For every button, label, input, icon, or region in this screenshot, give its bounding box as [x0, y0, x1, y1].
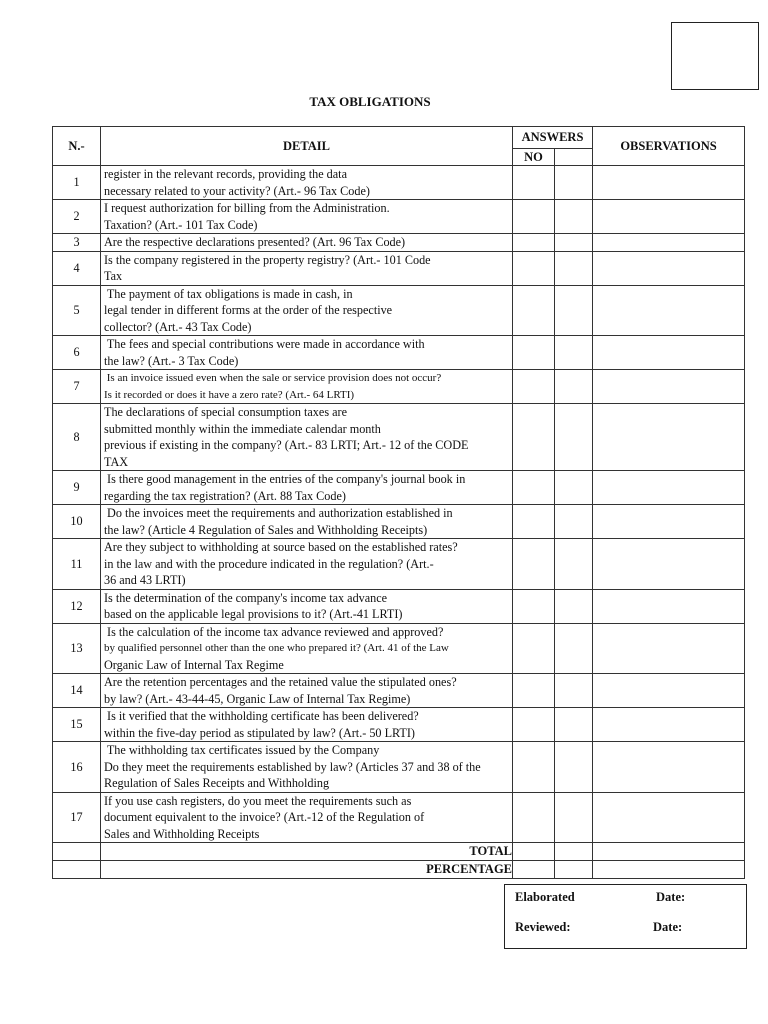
answer-other-cell[interactable]	[555, 370, 593, 404]
percentage-label: PERCENTAGE	[101, 861, 513, 879]
table-row	[53, 505, 745, 539]
answer-other-cell[interactable]	[555, 251, 593, 285]
total-label: TOTAL	[101, 843, 513, 861]
row-detail	[101, 505, 513, 539]
row-number: 14	[53, 674, 101, 708]
answer-other-cell[interactable]	[555, 742, 593, 793]
row-number: 16	[53, 742, 101, 793]
elaborated-date-label: Date:	[656, 890, 686, 904]
answer-no-cell[interactable]	[513, 708, 555, 742]
answer-no-cell[interactable]	[513, 336, 555, 370]
answer-no-cell[interactable]	[513, 251, 555, 285]
detail-line: Is it recorded or does it have a zero rate? (Art.- 64 LRTI)	[104, 388, 355, 401]
detail-line: Is the company registered in the property registry? (Art.- 101 Code	[104, 252, 431, 267]
detail-line: based on the applicable legal provisions to it? (Art.-41 LRTI)	[104, 607, 403, 621]
detail-line: Tax	[104, 269, 123, 283]
row-detail	[101, 471, 513, 505]
percentage-num-cell	[53, 861, 101, 879]
reviewed-date-label: Date:	[653, 920, 683, 934]
answer-other-cell[interactable]	[555, 234, 593, 252]
detail-line: Are the respective declarations presented? (Art. 96 Tax Code)	[104, 235, 406, 249]
row-number: 10	[53, 505, 101, 539]
table-row	[53, 623, 745, 674]
detail-line: submitted monthly within the immediate calendar month	[104, 421, 381, 436]
observations-cell[interactable]	[593, 708, 745, 742]
table-row	[53, 336, 745, 370]
reviewed-label: Reviewed:	[515, 920, 571, 934]
table-body	[53, 166, 745, 843]
detail-line: Organic Law of Internal Tax Regime	[104, 657, 284, 672]
row-detail	[101, 708, 513, 742]
table-row	[53, 674, 745, 708]
row-number: 2	[53, 200, 101, 234]
table-row	[53, 285, 745, 336]
observations-cell[interactable]	[593, 792, 745, 843]
answer-no-cell[interactable]	[513, 404, 555, 471]
detail-line: necessary related to your activity? (Art.- 96 Tax Code)	[104, 183, 370, 198]
table-row	[53, 742, 745, 793]
answer-no-cell[interactable]	[513, 792, 555, 843]
answer-no-cell[interactable]	[513, 742, 555, 793]
table-row	[53, 166, 745, 200]
answer-other-cell[interactable]	[555, 792, 593, 843]
detail-line: by qualified personnel other than the one who prepared it? (Art. 41 of the Law	[104, 642, 449, 654]
row-detail	[101, 336, 513, 370]
observations-cell[interactable]	[593, 166, 745, 200]
total-num-cell	[53, 843, 101, 861]
table-row	[53, 539, 745, 590]
signoff-box	[504, 884, 747, 949]
percentage-observations-cell[interactable]	[593, 861, 745, 879]
detail-line: within the five-day period as stipulated by law? (Art.- 50 LRTI)	[104, 725, 415, 740]
header-observations: OBSERVATIONS	[593, 127, 745, 166]
answer-other-cell[interactable]	[555, 404, 593, 471]
percentage-row	[53, 861, 745, 879]
page-title: TAX OBLIGATIONS	[309, 94, 431, 109]
total-observations-cell[interactable]	[593, 843, 745, 861]
answer-no-cell[interactable]	[513, 505, 555, 539]
observations-cell[interactable]	[593, 742, 745, 793]
header-number: N.-	[53, 127, 101, 166]
observations-cell[interactable]	[593, 370, 745, 404]
answer-no-cell[interactable]	[513, 234, 555, 252]
tax-obligations-table	[52, 126, 745, 879]
detail-line: collector? (Art.- 43 Tax Code)	[104, 319, 252, 334]
detail-line: The declarations of special consumption taxes are	[104, 405, 347, 419]
detail-line: I request authorization for billing from the Administration.	[104, 201, 390, 215]
detail-line: legal tender in different forms at the order of the respective	[104, 303, 393, 317]
detail-line: Do the invoices meet the requirements and authorization established in	[104, 506, 453, 520]
row-number: 9	[53, 471, 101, 505]
answer-other-cell[interactable]	[555, 336, 593, 370]
row-detail	[101, 234, 513, 252]
answer-other-cell[interactable]	[555, 539, 593, 590]
observations-cell[interactable]	[593, 336, 745, 370]
detail-line: Sales and Withholding Receipts	[104, 826, 260, 841]
detail-line: Is an invoice issued even when the sale or service provision does not occur?	[104, 372, 442, 384]
table-row	[53, 234, 745, 252]
detail-line: Are the retention percentages and the retained value the stipulated ones?	[104, 675, 457, 689]
detail-line: previous if existing in the company? (Art.- 83 LRTI; Art.- 12 of the CODE	[104, 438, 469, 452]
answer-other-cell[interactable]	[555, 623, 593, 674]
detail-line: 36 and 43 LRTI)	[104, 573, 186, 587]
header-answers: ANSWERS	[513, 127, 593, 149]
row-number: 1	[53, 166, 101, 200]
row-number: 5	[53, 285, 101, 336]
row-detail	[101, 404, 513, 471]
observations-cell[interactable]	[593, 234, 745, 252]
row-number: 12	[53, 589, 101, 623]
detail-line: Is there good management in the entries of the company's journal book in	[104, 472, 466, 486]
row-number: 7	[53, 370, 101, 404]
detail-line: the law? (Art.- 3 Tax Code)	[104, 353, 239, 368]
detail-line: TAX	[104, 454, 129, 469]
answer-other-cell[interactable]	[555, 505, 593, 539]
row-detail	[101, 285, 513, 336]
row-number: 17	[53, 792, 101, 843]
total-row	[53, 843, 745, 861]
answer-other-cell[interactable]	[555, 589, 593, 623]
total-answer-cell-2[interactable]	[555, 843, 593, 861]
observations-cell[interactable]	[593, 505, 745, 539]
row-detail	[101, 674, 513, 708]
detail-line: The payment of tax obligations is made in cash, in	[104, 286, 353, 301]
percentage-answer-cell[interactable]	[513, 861, 555, 879]
detail-line: Taxation? (Art.- 101 Tax Code)	[104, 217, 258, 232]
answer-other-cell[interactable]	[555, 471, 593, 505]
header-no: NO	[513, 148, 555, 166]
observations-cell[interactable]	[593, 674, 745, 708]
table-row	[53, 404, 745, 471]
detail-line: document equivalent to the invoice? (Art.-12 of the Regulation of	[104, 810, 425, 824]
observations-cell[interactable]	[593, 200, 745, 234]
row-detail	[101, 742, 513, 793]
detail-line: Is the calculation of the income tax advance reviewed and approved?	[104, 624, 444, 639]
answer-no-cell[interactable]	[513, 285, 555, 336]
detail-line: If you use cash registers, do you meet the requirements such as	[104, 793, 412, 808]
answer-no-cell[interactable]	[513, 471, 555, 505]
logo-placeholder-box	[671, 22, 759, 90]
detail-line: in the law and with the procedure indicated in the regulation? (Art.-	[104, 556, 434, 571]
table-row	[53, 589, 745, 623]
detail-line: The withholding tax certificates issued by the Company	[104, 743, 380, 757]
detail-line: regarding the tax registration? (Art. 88 Tax Code)	[104, 488, 346, 503]
row-number: 13	[53, 623, 101, 674]
table-row	[53, 370, 745, 404]
answer-no-cell[interactable]	[513, 166, 555, 200]
detail-line: Do they meet the requirements established by law? (Articles 37 and 38 of the	[104, 759, 481, 774]
table-row	[53, 471, 745, 505]
percentage-answer-cell-2[interactable]	[555, 861, 593, 879]
row-detail	[101, 370, 513, 404]
answer-no-cell[interactable]	[513, 589, 555, 623]
observations-cell[interactable]	[593, 251, 745, 285]
answer-other-cell[interactable]	[555, 200, 593, 234]
row-number: 3	[53, 234, 101, 252]
answer-no-cell[interactable]	[513, 674, 555, 708]
header-answers-blank	[555, 148, 593, 166]
table-row	[53, 200, 745, 234]
row-detail	[101, 623, 513, 674]
elaborated-label: Elaborated	[515, 890, 575, 904]
table-row	[53, 792, 745, 843]
row-detail	[101, 200, 513, 234]
detail-line: Regulation of Sales Receipts and Withholding	[104, 776, 330, 790]
answer-no-cell[interactable]	[513, 370, 555, 404]
answer-other-cell[interactable]	[555, 674, 593, 708]
answer-other-cell[interactable]	[555, 166, 593, 200]
total-answer-cell[interactable]	[513, 843, 555, 861]
row-detail	[101, 792, 513, 843]
row-number: 8	[53, 404, 101, 471]
row-detail	[101, 589, 513, 623]
observations-cell[interactable]	[593, 623, 745, 674]
detail-line: Are they subject to withholding at source based on the established rates?	[104, 540, 458, 554]
answer-no-cell[interactable]	[513, 539, 555, 590]
detail-line: Is the determination of the company's income tax advance	[104, 590, 388, 605]
answer-no-cell[interactable]	[513, 623, 555, 674]
answer-other-cell[interactable]	[555, 285, 593, 336]
row-number: 15	[53, 708, 101, 742]
row-detail	[101, 251, 513, 285]
detail-line: the law? (Article 4 Regulation of Sales and Withholding Receipts)	[104, 522, 428, 537]
observations-cell[interactable]	[593, 539, 745, 590]
row-detail	[101, 166, 513, 200]
header-detail: DETAIL	[101, 127, 513, 166]
table-row	[53, 708, 745, 742]
table-row	[53, 251, 745, 285]
answer-no-cell[interactable]	[513, 200, 555, 234]
row-number: 6	[53, 336, 101, 370]
row-detail	[101, 539, 513, 590]
row-number: 11	[53, 539, 101, 590]
detail-line: Is it verified that the withholding certificate has been delivered?	[104, 709, 419, 723]
observations-cell[interactable]	[593, 589, 745, 623]
observations-cell[interactable]	[593, 285, 745, 336]
observations-cell[interactable]	[593, 471, 745, 505]
row-number: 4	[53, 251, 101, 285]
answer-other-cell[interactable]	[555, 708, 593, 742]
detail-line: The fees and special contributions were made in accordance with	[104, 337, 425, 351]
detail-line: register in the relevant records, providing the data	[104, 167, 347, 181]
detail-line: by law? (Art.- 43-44-45, Organic Law of Internal Tax Regime)	[104, 691, 411, 706]
observations-cell[interactable]	[593, 404, 745, 471]
